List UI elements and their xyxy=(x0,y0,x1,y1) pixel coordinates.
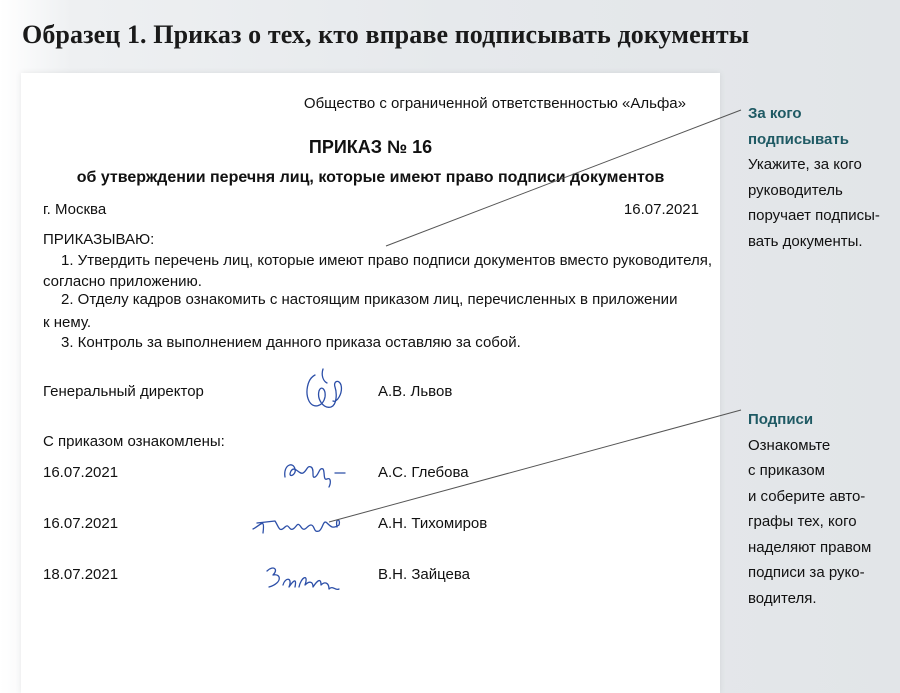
acknowledged-label: С приказом ознакомлены: xyxy=(43,433,225,450)
ack-row-date: 16.07.2021 xyxy=(43,515,119,532)
note-title: подписывать xyxy=(748,130,849,148)
page-heading: Образец 1. Приказ о тех, кто вправе подписывать документы xyxy=(22,20,750,49)
order-date: 16.07.2021 xyxy=(623,201,699,218)
ack-row-date: 16.07.2021 xyxy=(43,464,119,481)
note-line: Ознакомьте xyxy=(748,436,831,454)
note-line: вать документы. xyxy=(748,232,863,250)
note-line: и соберите авто- xyxy=(748,487,866,505)
note-line: поручает подписы- xyxy=(748,207,880,224)
callout-leader-line xyxy=(329,410,741,522)
note-line: Укажите, за кого xyxy=(748,156,862,173)
callout-leader-line xyxy=(386,110,741,246)
ack-row-name: А.С. Глебова xyxy=(378,464,469,481)
note-who-signs xyxy=(748,101,898,254)
order-subtitle: об утверждении перечня лиц, которые имеют право подписи документов xyxy=(76,169,665,186)
note-line: руководитель xyxy=(748,181,843,199)
item-2-line-2: к нему. xyxy=(43,314,92,331)
ack-row-name: В.Н. Зайцева xyxy=(378,566,471,583)
order-word: ПРИКАЗЫВАЮ: xyxy=(43,231,155,248)
note-line: с приказом xyxy=(748,462,825,479)
item-3: 3. Контроль за выполнением данного приказа оставляю за собой. xyxy=(61,334,521,351)
note-line: водителя. xyxy=(748,589,817,607)
item-1-line-1: 1. Утвердить перечень лиц, которые имеют право подписи документов вместо руководителя, xyxy=(61,252,713,269)
item-1-line-2: согласно приложению. xyxy=(43,273,202,290)
note-line: наделяют правом xyxy=(748,538,872,556)
note-line: подписи за руко- xyxy=(748,564,865,581)
ack-row-name: А.Н. Тихомиров xyxy=(378,515,488,532)
order-title: ПРИКАЗ № 16 xyxy=(308,137,433,157)
director-name: А.В. Львов xyxy=(378,383,453,400)
note-title: Подписи xyxy=(748,411,814,428)
director-position: Генеральный директор xyxy=(43,383,204,400)
organization-name: Общество с ограниченной ответственностью «Альфа» xyxy=(303,95,686,112)
note-line: графы тех, кого xyxy=(748,513,857,530)
item-2-line-1: 2. Отделу кадров ознакомить с настоящим приказом лиц, перечисленных в приложении xyxy=(61,291,678,308)
order-city: г. Москва xyxy=(43,201,107,218)
ack-row-date: 18.07.2021 xyxy=(43,566,119,583)
note-title: За кого xyxy=(748,105,802,122)
note-signatures xyxy=(748,407,898,611)
